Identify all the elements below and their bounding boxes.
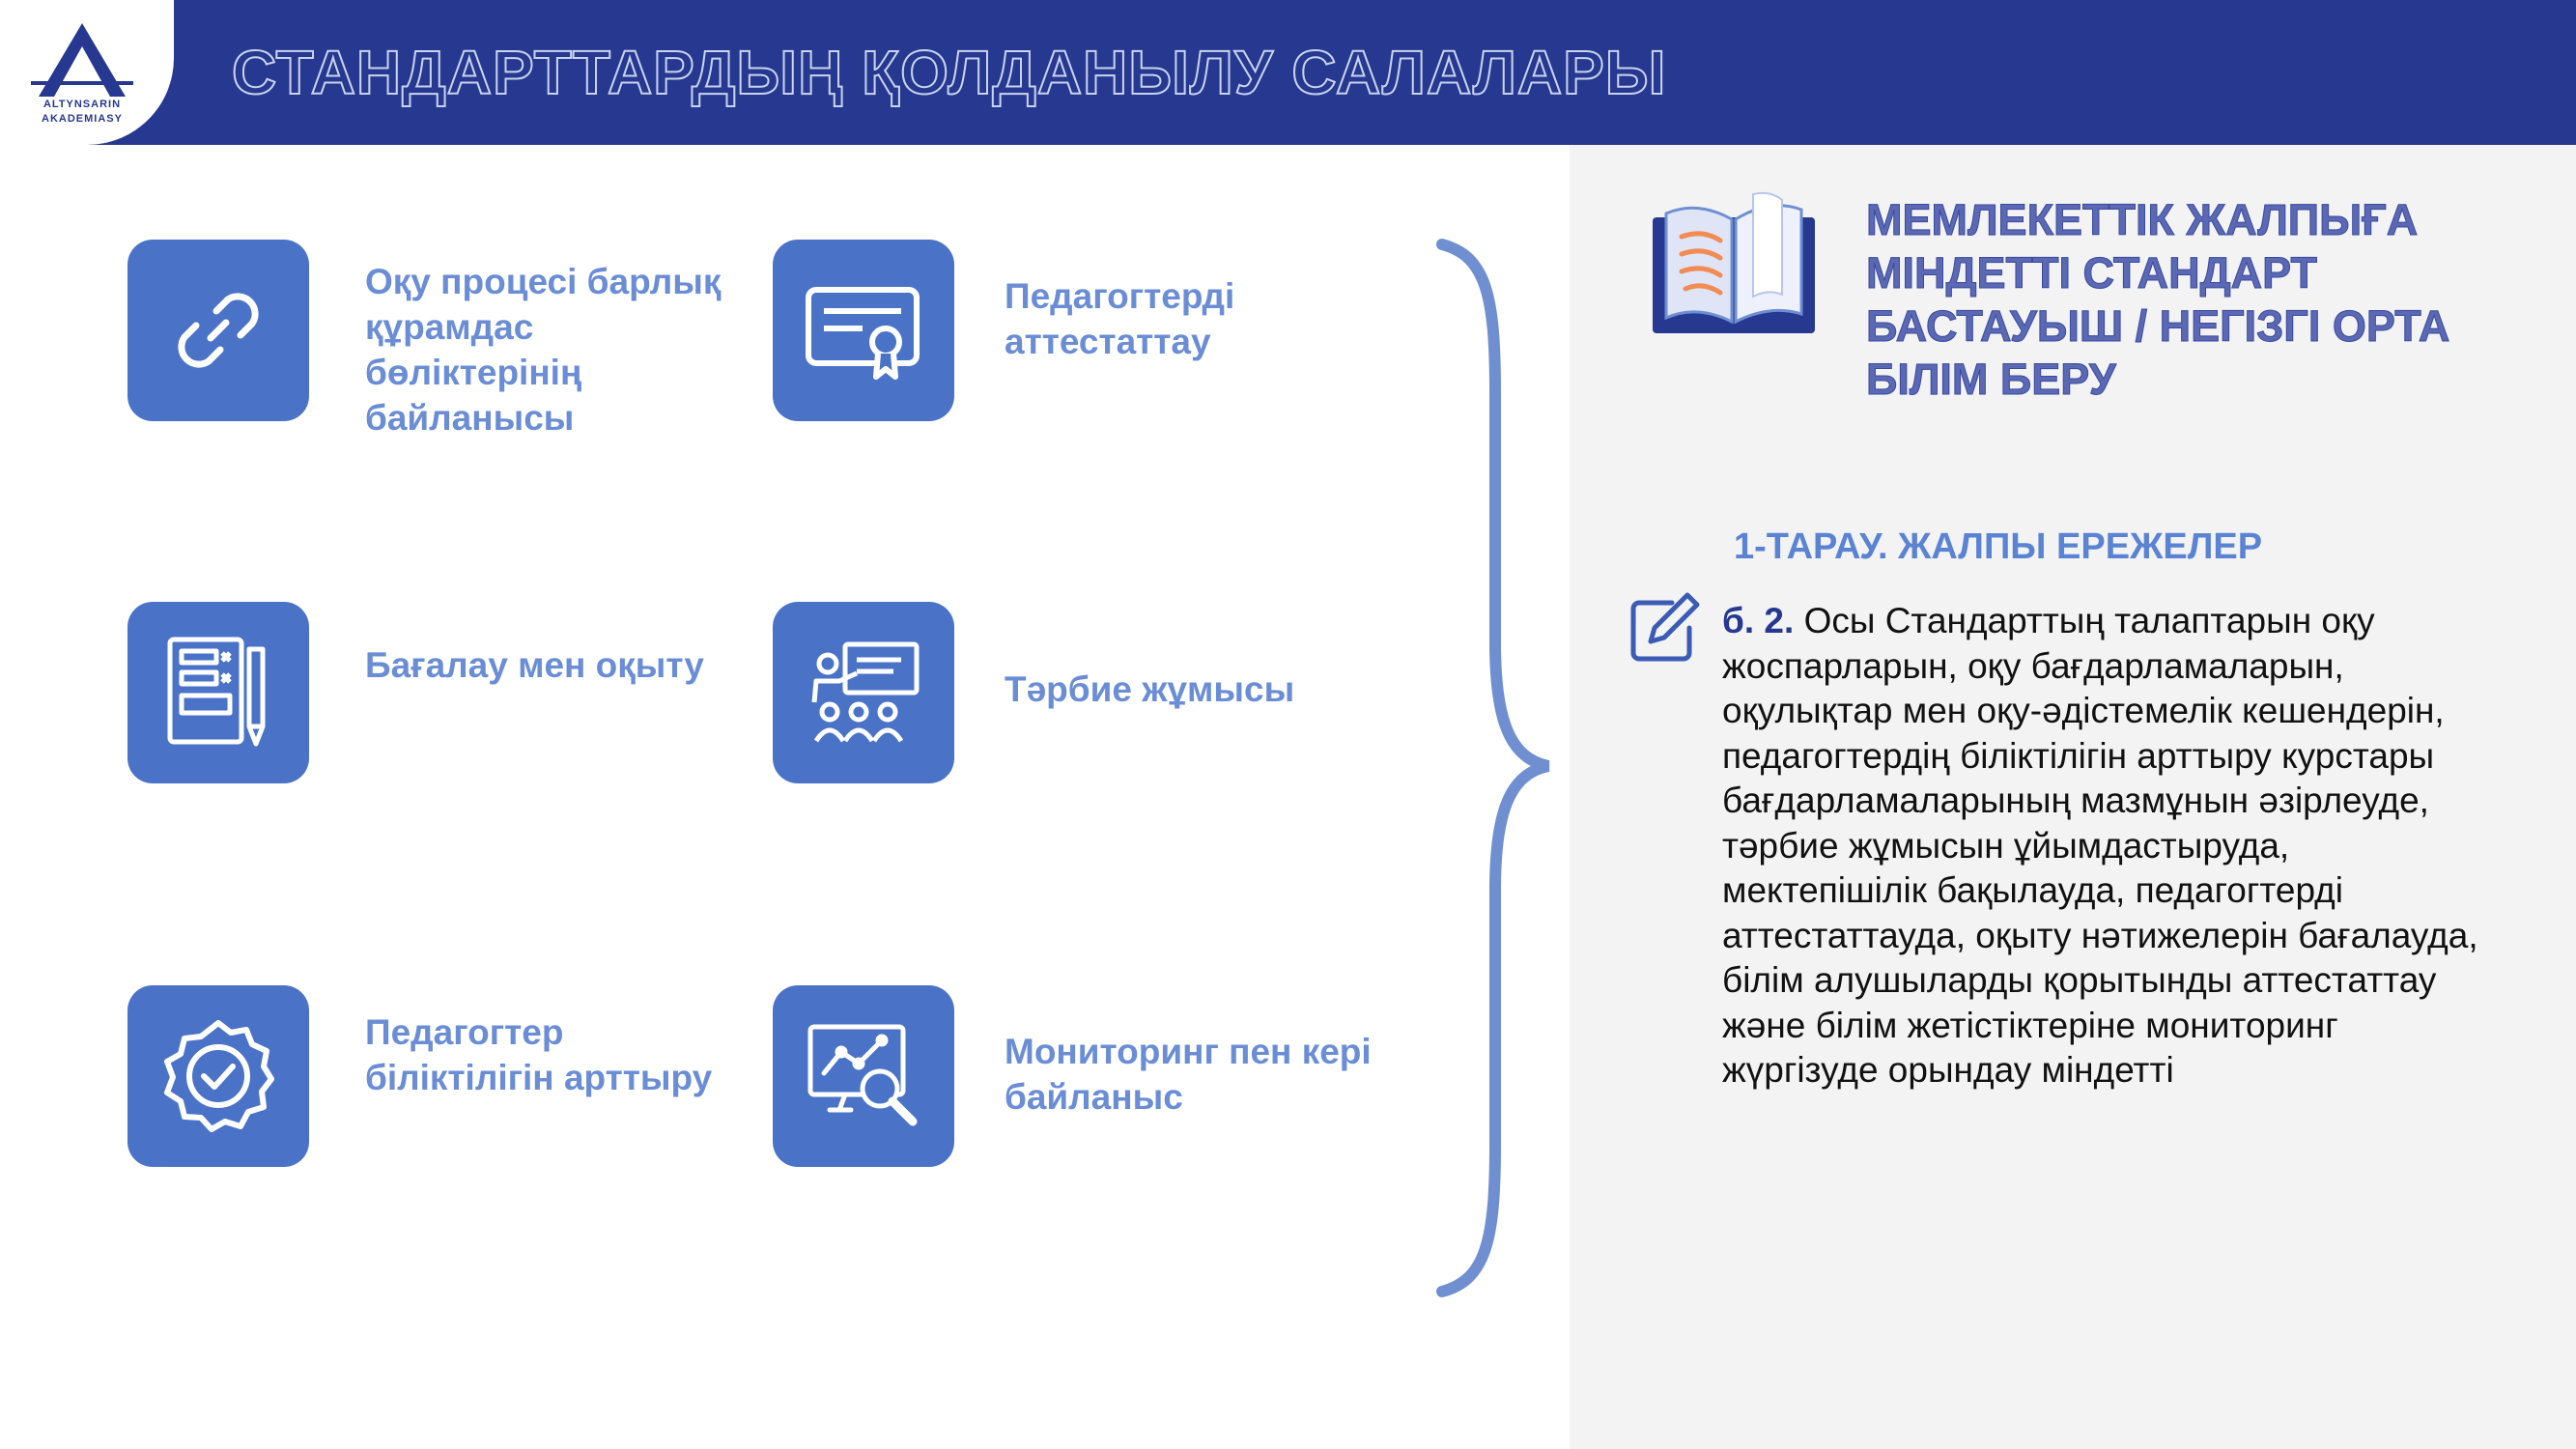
- page-title: СТАНДАРТТАРДЫҢ ҚОЛДАНЫЛУ САЛАЛАРЫ: [232, 38, 1667, 107]
- section-heading: 1-ТАРАУ. ЖАЛПЫ ЕРЕЖЕЛЕР: [1734, 526, 2263, 567]
- logo-text-line1: ALTYNSARIN: [42, 99, 122, 110]
- open-book-icon: [1647, 188, 1821, 343]
- clause-text: Осы Стандарттың талаптарын оқу жоспарларын, оқу бағдарламаларын, оқулықтар мен оқу-әдістемелік кешендерін, педагогтердің біліктілігін арттыру курстары бағдарламаларының мазмұнын әзірлеуде, тәрбие жұмысын ұйымдастыруда, мектепішілік бақылауда, педагогтерді аттестаттауда, оқыту нәтижелерін бағалауда, білім алушыларды қорытынды аттестаттау және білім жетістіктеріне мониторинг жүргізуде орындау міндетті: [1722, 601, 2478, 1090]
- area-tile-certificate: [773, 240, 954, 421]
- logo-text-line2: AKADEMIASY: [42, 113, 123, 125]
- clause-number: б. 2.: [1722, 601, 1795, 640]
- logo-a-icon: [29, 21, 135, 99]
- area-tile-analytics: [773, 985, 954, 1167]
- area-label-classroom: Тәрбие жұмысы: [1005, 669, 1295, 709]
- verified-badge-icon: [157, 1015, 279, 1137]
- edit-note-icon: [1626, 589, 1703, 667]
- area-tile-badge: [127, 985, 309, 1167]
- classroom-presentation-icon: [801, 635, 926, 751]
- area-label-badge: Педагогтер біліктілігін арттыру: [365, 1012, 713, 1097]
- logo: [0, 0, 174, 145]
- link-icon: [160, 272, 276, 388]
- area-tile-link: [127, 240, 309, 421]
- certificate-icon: [801, 272, 926, 388]
- area-tile-checklist: [127, 602, 309, 783]
- area-label-checklist: Бағалау мен оқыту: [365, 645, 705, 685]
- area-label-link: Оқу процесі барлық құрамдас бөліктерінің байланысы: [365, 262, 722, 438]
- header-bar: [0, 0, 2576, 145]
- checklist-icon: [160, 630, 276, 755]
- standard-title: МЕМЛЕКЕТТІК ЖАЛПЫҒА МІНДЕТТІ СТАНДАРТ БАСТАУЫШ / НЕГІЗГІ ОРТА БІЛІМ БЕРУ: [1866, 195, 2450, 404]
- curly-brace-divider: [1428, 237, 1563, 1299]
- clause-paragraph: [1722, 599, 2495, 1094]
- area-label-certificate: Педагогтерді аттестаттау: [1005, 276, 1235, 361]
- area-label-analytics: Мониторинг пен кері байланыс: [1005, 1032, 1372, 1117]
- analytics-search-icon: [801, 1013, 926, 1139]
- area-tile-classroom: [773, 602, 954, 783]
